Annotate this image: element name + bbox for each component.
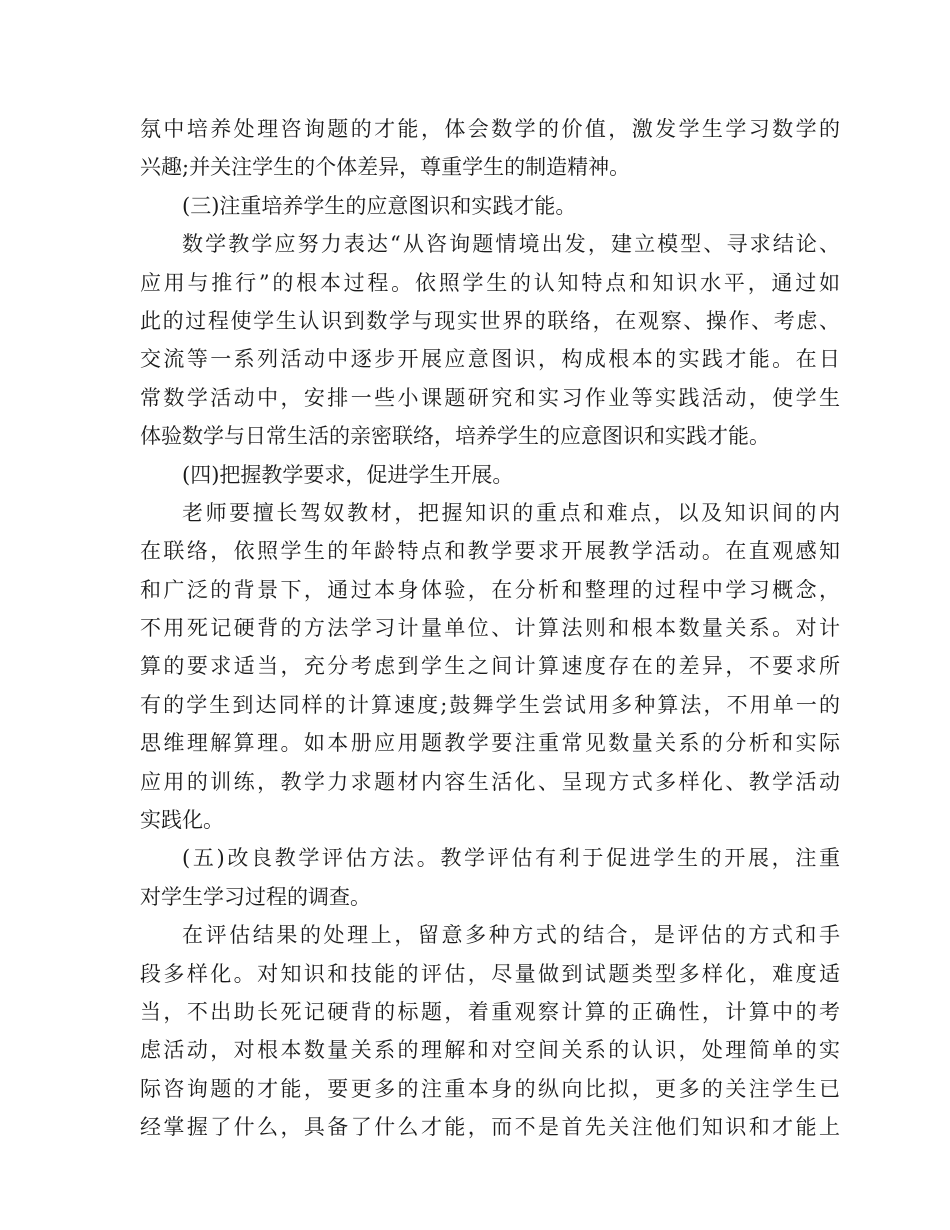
text-line: 体验数学与日常生活的亲密联络，培养学生的应意图识和实践才能。 [140, 424, 770, 449]
text-line: 应用的训练，教学力求题材内容生活化、呈现方式多样化、教学活动 [140, 769, 840, 794]
text-line: 在联络，依照学生的年龄特点和教学要求开展教学活动。在直观感知 [140, 539, 840, 564]
text-line: (五)改良教学评估方法。教学评估有利于促进学生的开展，注重 [182, 846, 840, 871]
text-line: 算的要求适当，充分考虑到学生之间计算速度存在的差异，不要求所 [140, 654, 840, 679]
body-text [140, 110, 840, 1147]
text-line: 交流等一系列活动中逐步开展应意图识，构成根本的实践才能。在日 [140, 347, 840, 372]
text-line: 段多样化。对知识和技能的评估，尽量做到试题类型多样化，难度适 [140, 961, 840, 986]
text-line: 应用与推行”的根本过程。依照学生的认知特点和知识水平，通过如 [140, 270, 840, 295]
text-line: 数学教学应努力表达“从咨询题情境出发，建立模型、寻求结论、 [182, 232, 840, 257]
text-line: 老师要擅长驾奴教材，把握知识的重点和难点，以及知识间的内 [182, 500, 840, 525]
text-line: 常数学活动中，安排一些小课题研究和实习作业等实践活动，使学生 [140, 385, 840, 410]
text-line: 经掌握了什么，具备了什么才能，而不是首先关注他们知识和才能上 [140, 1115, 840, 1140]
text-line: 兴趣;并关注学生的个体差异，尊重学生的制造精神。 [140, 155, 631, 180]
text-line: 思维理解算理。如本册应用题教学要注重常见数量关系的分析和实际 [140, 731, 840, 756]
text-line: 有的学生到达同样的计算速度;鼓舞学生尝试用多种算法，不用单一的 [140, 692, 840, 717]
text-line: (四)把握教学要求，促进学生开展。 [182, 462, 514, 487]
text-line: 虑活动，对根本数量关系的理解和对空间关系的认识，处理简单的实 [140, 1038, 840, 1063]
text-line: 不用死记硬背的方法学习计量单位、计算法则和根本数量关系。对计 [140, 616, 840, 641]
text-line: 此的过程使学生认识到数学与现实世界的联络，在观察、操作、考虑、 [140, 308, 840, 333]
text-line: 际咨询题的才能，要更多的注重本身的纵向比拟，更多的关注学生已 [140, 1076, 840, 1101]
text-line: 和广泛的背景下，通过本身体验，在分析和整理的过程中学习概念， [140, 577, 840, 602]
text-line: 当，不出助长死记硬背的标题，着重观察计算的正确性，计算中的考 [140, 999, 840, 1024]
text-line: (三)注重培养学生的应意图识和实践才能。 [182, 193, 577, 218]
text-line: 对学生学习过程的调查。 [140, 884, 371, 909]
text-line: 氛中培养处理咨询题的才能，体会数学的价值，激发学生学习数学的 [140, 117, 840, 141]
text-line: 在评估结果的处理上，留意多种方式的结合，是评估的方式和手 [182, 923, 840, 948]
text-line: 实践化。 [140, 808, 224, 833]
